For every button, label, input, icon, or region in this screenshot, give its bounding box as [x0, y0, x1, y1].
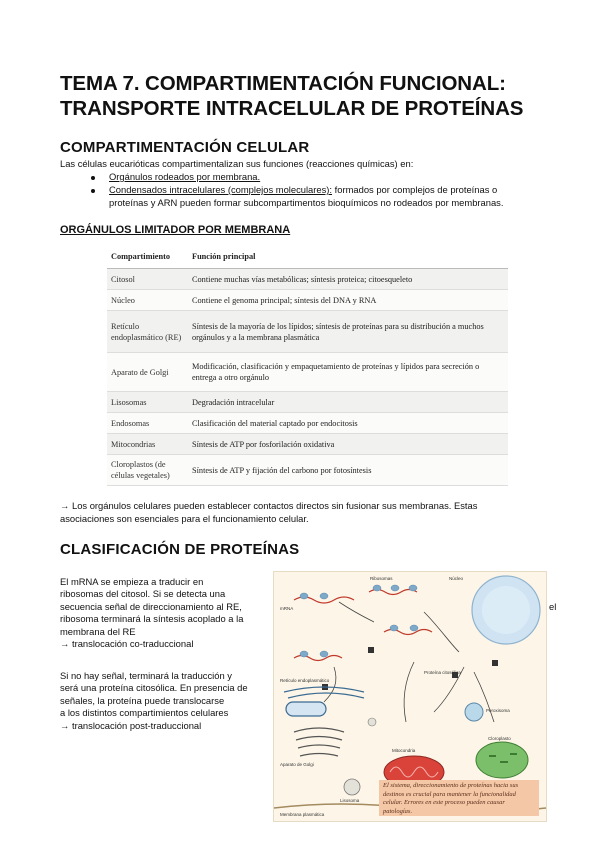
table-cell-compartment: Núcleo — [107, 290, 188, 311]
note-line-1: → Los orgánulos celulares pueden establecer contactos directos sin fusionar sus membranas. Estas — [60, 500, 478, 511]
table-cell-compartment: Mitocondrias — [107, 434, 188, 455]
figure-label-chloro: Cloroplasto — [488, 736, 511, 741]
table-row — [107, 311, 508, 353]
page-title-line-1: TEMA 7. COMPARTIMENTACIÓN FUNCIONAL: — [60, 72, 506, 95]
paragraph-line: → translocación post-traduccional — [60, 719, 202, 731]
paragraph-line: membrana del RE — [60, 625, 136, 637]
section-heading-compartimentacion: COMPARTIMENTACIÓN CELULAR — [60, 139, 310, 156]
paragraph-line: señales, la proteína puede translocarse — [60, 694, 225, 706]
paragraph-line: ribosoma terminará la síntesis acoplado a la — [60, 613, 244, 625]
paragraph-posttraduccional — [60, 670, 248, 732]
ribosomes — [300, 585, 418, 657]
bullet-marker — [91, 189, 95, 193]
figure-label-golgi: Aparato de Golgi — [280, 762, 314, 767]
paragraph-line: secuencia señal de direccionamiento al RE, — [60, 600, 242, 612]
table-row — [107, 434, 508, 455]
lysosome-shape — [344, 779, 360, 795]
table-cell-compartment: Endosomas — [107, 413, 188, 434]
table-cell-function: Degradación intracelular — [188, 392, 508, 413]
figure-label-mrna: mRNA — [280, 606, 294, 611]
table-cell-compartment: Cloroplastos (de células vegetales) — [107, 455, 188, 486]
paragraph-cotraduccional — [60, 576, 243, 650]
section-heading-organulos: ORGÁNULOS LIMITADOR POR MEMBRANA — [60, 224, 291, 236]
table-cell-function: Modificación, clasificación y empaquetamiento de proteínas y lípidos para secreción o entrega a otro orgánulo — [188, 353, 508, 392]
organelles-table — [107, 244, 508, 486]
table-cell-compartment: Retículo endoplasmático (RE) — [107, 311, 188, 353]
figure-label-plasma: Membrana plasmática — [280, 812, 325, 817]
table-header-funcion: Función principal — [188, 244, 508, 269]
bullet-organulos: Orgánulos rodeados por membrana. — [109, 171, 261, 182]
paragraph-line: Si no hay señal, terminará la traducción y — [60, 670, 232, 681]
table-cell-function: Síntesis de ATP y fijación del carbono por fotosíntesis — [188, 455, 508, 486]
bullet-condensados-term: Condensados intracelulares (complejos moleculares): — [109, 184, 333, 195]
peroxisome-shape — [465, 703, 483, 721]
pathway-arrows — [324, 602, 494, 722]
figure-label-nucleus: Núcleo — [449, 576, 464, 581]
paragraph-line: El mRNA se empieza a traducir en — [60, 576, 204, 587]
golgi-shape — [294, 728, 344, 756]
table-cell-function: Síntesis de la mayoría de los lípidos; síntesis de proteínas para su distribución a muchos orgánulos y a la membrana plasmática — [188, 311, 508, 353]
protein-sorting-figure — [273, 571, 547, 822]
table-row — [107, 413, 508, 434]
paragraph-line: a los distintos compartimientos celulares — [60, 707, 229, 719]
section-heading-clasificacion: CLASIFICACIÓN DE PROTEÍNAS — [60, 541, 300, 558]
table-header-compartimiento: Compartimiento — [107, 244, 188, 269]
table-header-row — [107, 244, 508, 269]
figure-caption: El sistema, direccionamiento de proteínas hacia sus destinos es crucial para mantener la funcionalidad celular. Errores en este proceso pueden causar patologías. — [379, 780, 539, 816]
table-row — [107, 290, 508, 311]
table-cell-function: Síntesis de ATP por fosforilación oxidativa — [188, 434, 508, 455]
paragraph-line: será una proteína citosólica. En presencia de — [60, 682, 248, 694]
page-title-line-2: TRANSPORTE INTRACELULAR DE PROTEÍNAS — [60, 97, 524, 120]
table-row — [107, 269, 508, 290]
table-cell-compartment: Lisosomas — [107, 392, 188, 413]
bullet-condensados-rest: formados por complejos de proteínas o — [332, 184, 498, 195]
figure-label-ribosomes: Ribosomas — [370, 576, 393, 581]
paragraph-line: → translocación co-traduccional — [60, 638, 194, 650]
figure-label-lysosome: Lisosoma — [340, 798, 360, 803]
table-cell-function: Clasificación del material captado por endocitosis — [188, 413, 508, 434]
paragraph-trailing-word: el — [549, 601, 557, 612]
bullet-marker — [91, 176, 95, 180]
chloroplast-shape — [476, 742, 528, 778]
note-line-2: asociaciones son esenciales para el funcionamiento celular. — [60, 513, 309, 524]
table-cell-compartment: Citosol — [107, 269, 188, 290]
table-cell-function: Contiene muchas vías metabólicas; síntesis proteica; citoesqueleto — [188, 269, 508, 290]
table-cell-function: Contiene el genoma principal; síntesis del DNA y RNA — [188, 290, 508, 311]
intro-text: Las células eucarióticas compartimentalizan sus funciones (reacciones químicas) en: — [60, 158, 414, 169]
figure-label-er: Retículo endoplasmático — [280, 678, 330, 683]
figure-label-peroxisome: Peroxisoma — [486, 708, 510, 713]
table-row — [107, 353, 508, 392]
step-markers — [322, 647, 498, 690]
figure-label-mito: Mitocondria — [392, 748, 416, 753]
figure-label-cytosol: Proteína citosólica — [424, 670, 461, 675]
table-row — [107, 392, 508, 413]
table-row — [107, 455, 508, 486]
bullet-condensados — [109, 184, 497, 196]
bullet-condensados-line-2: proteínas y ARN pueden formar subcompartimentos bioquímicos no rodeados por membranas. — [109, 197, 504, 208]
table-cell-compartment: Aparato de Golgi — [107, 353, 188, 392]
paragraph-line: ribosomas del citosol. Si se detecta una — [60, 588, 226, 600]
